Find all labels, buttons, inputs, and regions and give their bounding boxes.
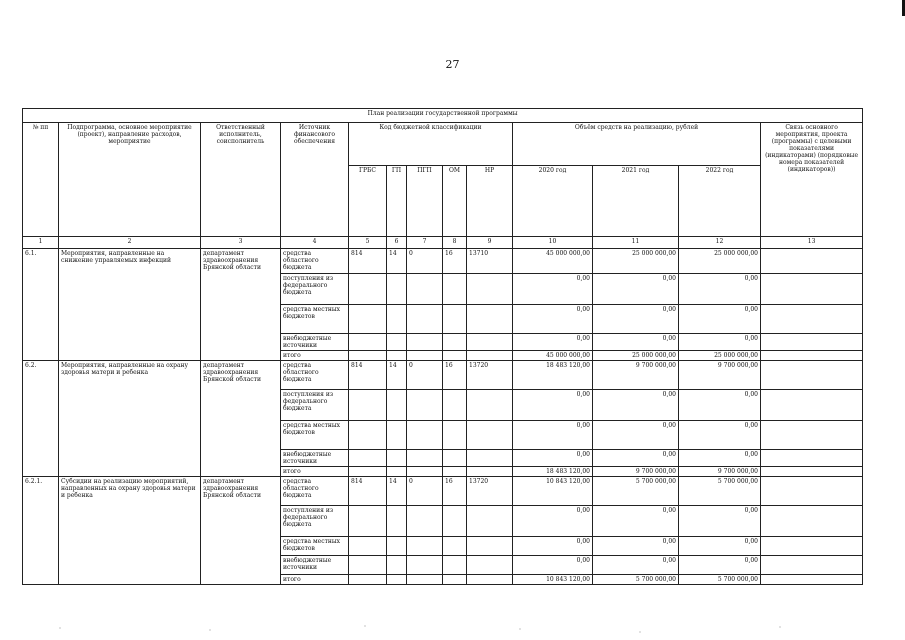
grbs-code (349, 450, 387, 467)
gp-code (387, 467, 407, 477)
funding-source: средства областного бюджета (281, 477, 349, 506)
om-code (443, 506, 467, 537)
grbs-code (349, 390, 387, 421)
amount-2020: 0,00 (513, 421, 593, 450)
indicator-link (761, 575, 863, 585)
nr-code: 13710 (467, 249, 513, 274)
header-executor: Ответственный исполнитель, соисполнитель (201, 123, 281, 237)
om-code (443, 575, 467, 585)
indicator-link (761, 274, 863, 305)
amount-2021: 25 000 000,00 (593, 351, 679, 361)
amount-2022: 0,00 (679, 537, 761, 556)
funding-source: средства местных бюджетов (281, 305, 349, 334)
grbs-code (349, 556, 387, 575)
funding-source: итого (281, 575, 349, 585)
amount-2022: 0,00 (679, 390, 761, 421)
gp-code (387, 537, 407, 556)
gp-code (387, 334, 407, 351)
amount-2021: 0,00 (593, 556, 679, 575)
grbs-code (349, 506, 387, 537)
grbs-code (349, 274, 387, 305)
nr-code (467, 351, 513, 361)
header-2021: 2021 год (593, 166, 679, 237)
grbs-code (349, 537, 387, 556)
om-code (443, 351, 467, 361)
amount-2021: 0,00 (593, 305, 679, 334)
gp-code (387, 506, 407, 537)
amount-2022: 25 000 000,00 (679, 249, 761, 274)
amount-2022: 25 000 000,00 (679, 351, 761, 361)
indicator-link (761, 421, 863, 450)
om-code (443, 305, 467, 334)
grbs-code (349, 421, 387, 450)
funding-source: средства областного бюджета (281, 249, 349, 274)
amount-2021: 25 000 000,00 (593, 249, 679, 274)
header-budget-code: Код бюджетной классификации (349, 123, 513, 166)
grbs-code (349, 334, 387, 351)
funding-source: средства местных бюджетов (281, 421, 349, 450)
om-code (443, 334, 467, 351)
amount-2022: 5 700 000,00 (679, 575, 761, 585)
header-num: № пп (23, 123, 59, 237)
column-number: 10 (513, 237, 593, 249)
gp-code: 14 (387, 477, 407, 506)
amount-2020: 0,00 (513, 390, 593, 421)
nr-code (467, 506, 513, 537)
om-code (443, 274, 467, 305)
indicator-link (761, 390, 863, 421)
pgp-code (407, 421, 443, 450)
header-gp: ГП (387, 166, 407, 237)
column-number: 8 (443, 237, 467, 249)
amount-2022: 0,00 (679, 450, 761, 467)
indicator-link (761, 305, 863, 334)
amount-2020: 0,00 (513, 305, 593, 334)
indicator-link (761, 351, 863, 361)
pgp-code (407, 334, 443, 351)
amount-2022: 0,00 (679, 506, 761, 537)
funding-source: внебюджетные источники (281, 334, 349, 351)
scan-noise (0, 620, 905, 640)
om-code (443, 450, 467, 467)
header-volume: Объём средств на реализацию, рублей (513, 123, 761, 166)
indicator-link (761, 506, 863, 537)
amount-2021: 0,00 (593, 274, 679, 305)
gp-code: 14 (387, 249, 407, 274)
om-code (443, 421, 467, 450)
plan-table (22, 108, 863, 585)
indicator-link (761, 249, 863, 274)
indicator-link (761, 450, 863, 467)
funding-source: итого (281, 351, 349, 361)
amount-2021: 5 700 000,00 (593, 477, 679, 506)
amount-2020: 0,00 (513, 450, 593, 467)
nr-code (467, 390, 513, 421)
column-number: 2 (59, 237, 201, 249)
amount-2020: 18 483 120,00 (513, 361, 593, 390)
header-source: Источник финансового обеспечения (281, 123, 349, 237)
nr-code (467, 575, 513, 585)
om-code (443, 537, 467, 556)
nr-code (467, 537, 513, 556)
nr-code (467, 274, 513, 305)
indicator-link (761, 361, 863, 390)
pgp-code: 0 (407, 361, 443, 390)
om-code (443, 390, 467, 421)
column-number: 12 (679, 237, 761, 249)
funding-source: итого (281, 467, 349, 477)
amount-2021: 5 700 000,00 (593, 575, 679, 585)
row-executor: департамент здравоохранения Брянской области (201, 361, 281, 477)
header-pgp: ПГП (407, 166, 443, 237)
pgp-code (407, 467, 443, 477)
indicator-link (761, 537, 863, 556)
amount-2022: 0,00 (679, 274, 761, 305)
om-code: 16 (443, 249, 467, 274)
nr-code: 13720 (467, 361, 513, 390)
indicator-link (761, 477, 863, 506)
amount-2020: 45 000 000,00 (513, 249, 593, 274)
pgp-code (407, 537, 443, 556)
amount-2021: 9 700 000,00 (593, 467, 679, 477)
header-link: Связь основного мероприятия, проекта (программы) с целевыми показателями (индикаторами) (порядковые номера показателей (индикаторов)) (761, 123, 863, 237)
amount-2020: 45 000 000,00 (513, 351, 593, 361)
header-2020: 2020 год (513, 166, 593, 237)
row-number: 6.1. (23, 249, 59, 361)
row-number: 6.2. (23, 361, 59, 477)
amount-2022: 9 700 000,00 (679, 467, 761, 477)
indicator-link (761, 334, 863, 351)
pgp-code (407, 305, 443, 334)
amount-2021: 9 700 000,00 (593, 361, 679, 390)
header-2022: 2022 год (679, 166, 761, 237)
row-name: Субсидии на реализацию мероприятий, направленных на охрану здоровья матери и ребенка (59, 477, 201, 585)
amount-2022: 5 700 000,00 (679, 477, 761, 506)
amount-2022: 0,00 (679, 556, 761, 575)
grbs-code (349, 351, 387, 361)
grbs-code (349, 575, 387, 585)
gp-code: 14 (387, 361, 407, 390)
gp-code (387, 305, 407, 334)
table-row (23, 249, 863, 274)
om-code: 16 (443, 361, 467, 390)
column-number: 11 (593, 237, 679, 249)
header-grbs: ГРБС (349, 166, 387, 237)
pgp-code (407, 351, 443, 361)
amount-2022: 0,00 (679, 334, 761, 351)
amount-2020: 18 483 120,00 (513, 467, 593, 477)
column-numbers-row (23, 237, 863, 249)
column-number: 5 (349, 237, 387, 249)
gp-code (387, 351, 407, 361)
amount-2020: 0,00 (513, 334, 593, 351)
column-number: 1 (23, 237, 59, 249)
funding-source: внебюджетные источники (281, 450, 349, 467)
column-number: 9 (467, 237, 513, 249)
funding-source: поступления из федерального бюджета (281, 274, 349, 305)
gp-code (387, 274, 407, 305)
gp-code (387, 450, 407, 467)
gp-code (387, 556, 407, 575)
om-code (443, 556, 467, 575)
amount-2022: 9 700 000,00 (679, 361, 761, 390)
pgp-code (407, 450, 443, 467)
row-number: 6.2.1. (23, 477, 59, 585)
om-code: 16 (443, 477, 467, 506)
pgp-code (407, 575, 443, 585)
funding-source: поступления из федерального бюджета (281, 506, 349, 537)
row-executor: департамент здравоохранения Брянской области (201, 249, 281, 361)
nr-code (467, 556, 513, 575)
amount-2020: 0,00 (513, 506, 593, 537)
column-number: 13 (761, 237, 863, 249)
pgp-code: 0 (407, 249, 443, 274)
nr-code: 13720 (467, 477, 513, 506)
gp-code (387, 421, 407, 450)
column-number: 4 (281, 237, 349, 249)
indicator-link (761, 556, 863, 575)
grbs-code: 814 (349, 361, 387, 390)
funding-source: средства областного бюджета (281, 361, 349, 390)
funding-source: средства местных бюджетов (281, 537, 349, 556)
amount-2022: 0,00 (679, 421, 761, 450)
pgp-code (407, 556, 443, 575)
amount-2021: 0,00 (593, 450, 679, 467)
grbs-code (349, 467, 387, 477)
column-number: 3 (201, 237, 281, 249)
amount-2021: 0,00 (593, 334, 679, 351)
amount-2020: 0,00 (513, 556, 593, 575)
plan-sheet (22, 108, 862, 598)
amount-2021: 0,00 (593, 421, 679, 450)
indicator-link (761, 467, 863, 477)
table-row (23, 361, 863, 390)
om-code (443, 467, 467, 477)
amount-2020: 10 843 120,00 (513, 477, 593, 506)
amount-2022: 0,00 (679, 305, 761, 334)
row-executor: департамент здравоохранения Брянской области (201, 477, 281, 585)
row-name: Мероприятия, направленные на охрану здоровья матери и ребенка (59, 361, 201, 477)
grbs-code (349, 305, 387, 334)
nr-code (467, 450, 513, 467)
amount-2021: 0,00 (593, 537, 679, 556)
pgp-code (407, 274, 443, 305)
row-name: Мероприятия, направленные на снижение управляемых инфекций (59, 249, 201, 361)
gp-code (387, 575, 407, 585)
header-subprogram: Подпрограмма, основное мероприятие (проект), направление расходов, мероприятие (59, 123, 201, 237)
amount-2021: 0,00 (593, 390, 679, 421)
pgp-code (407, 390, 443, 421)
table-title: План реализации государственной программы (23, 109, 863, 123)
column-number: 6 (387, 237, 407, 249)
nr-code (467, 467, 513, 477)
amount-2020: 0,00 (513, 274, 593, 305)
gp-code (387, 390, 407, 421)
table-row (23, 477, 863, 506)
plan-body (23, 249, 863, 585)
funding-source: внебюджетные источники (281, 556, 349, 575)
page-number: 27 (445, 58, 460, 71)
header-nr: НР (467, 166, 513, 237)
amount-2020: 10 843 120,00 (513, 575, 593, 585)
grbs-code: 814 (349, 477, 387, 506)
pgp-code: 0 (407, 477, 443, 506)
amount-2021: 0,00 (593, 506, 679, 537)
grbs-code: 814 (349, 249, 387, 274)
pgp-code (407, 506, 443, 537)
funding-source: поступления из федерального бюджета (281, 390, 349, 421)
nr-code (467, 305, 513, 334)
header-om: ОМ (443, 166, 467, 237)
column-number: 7 (407, 237, 443, 249)
nr-code (467, 421, 513, 450)
nr-code (467, 334, 513, 351)
amount-2020: 0,00 (513, 537, 593, 556)
